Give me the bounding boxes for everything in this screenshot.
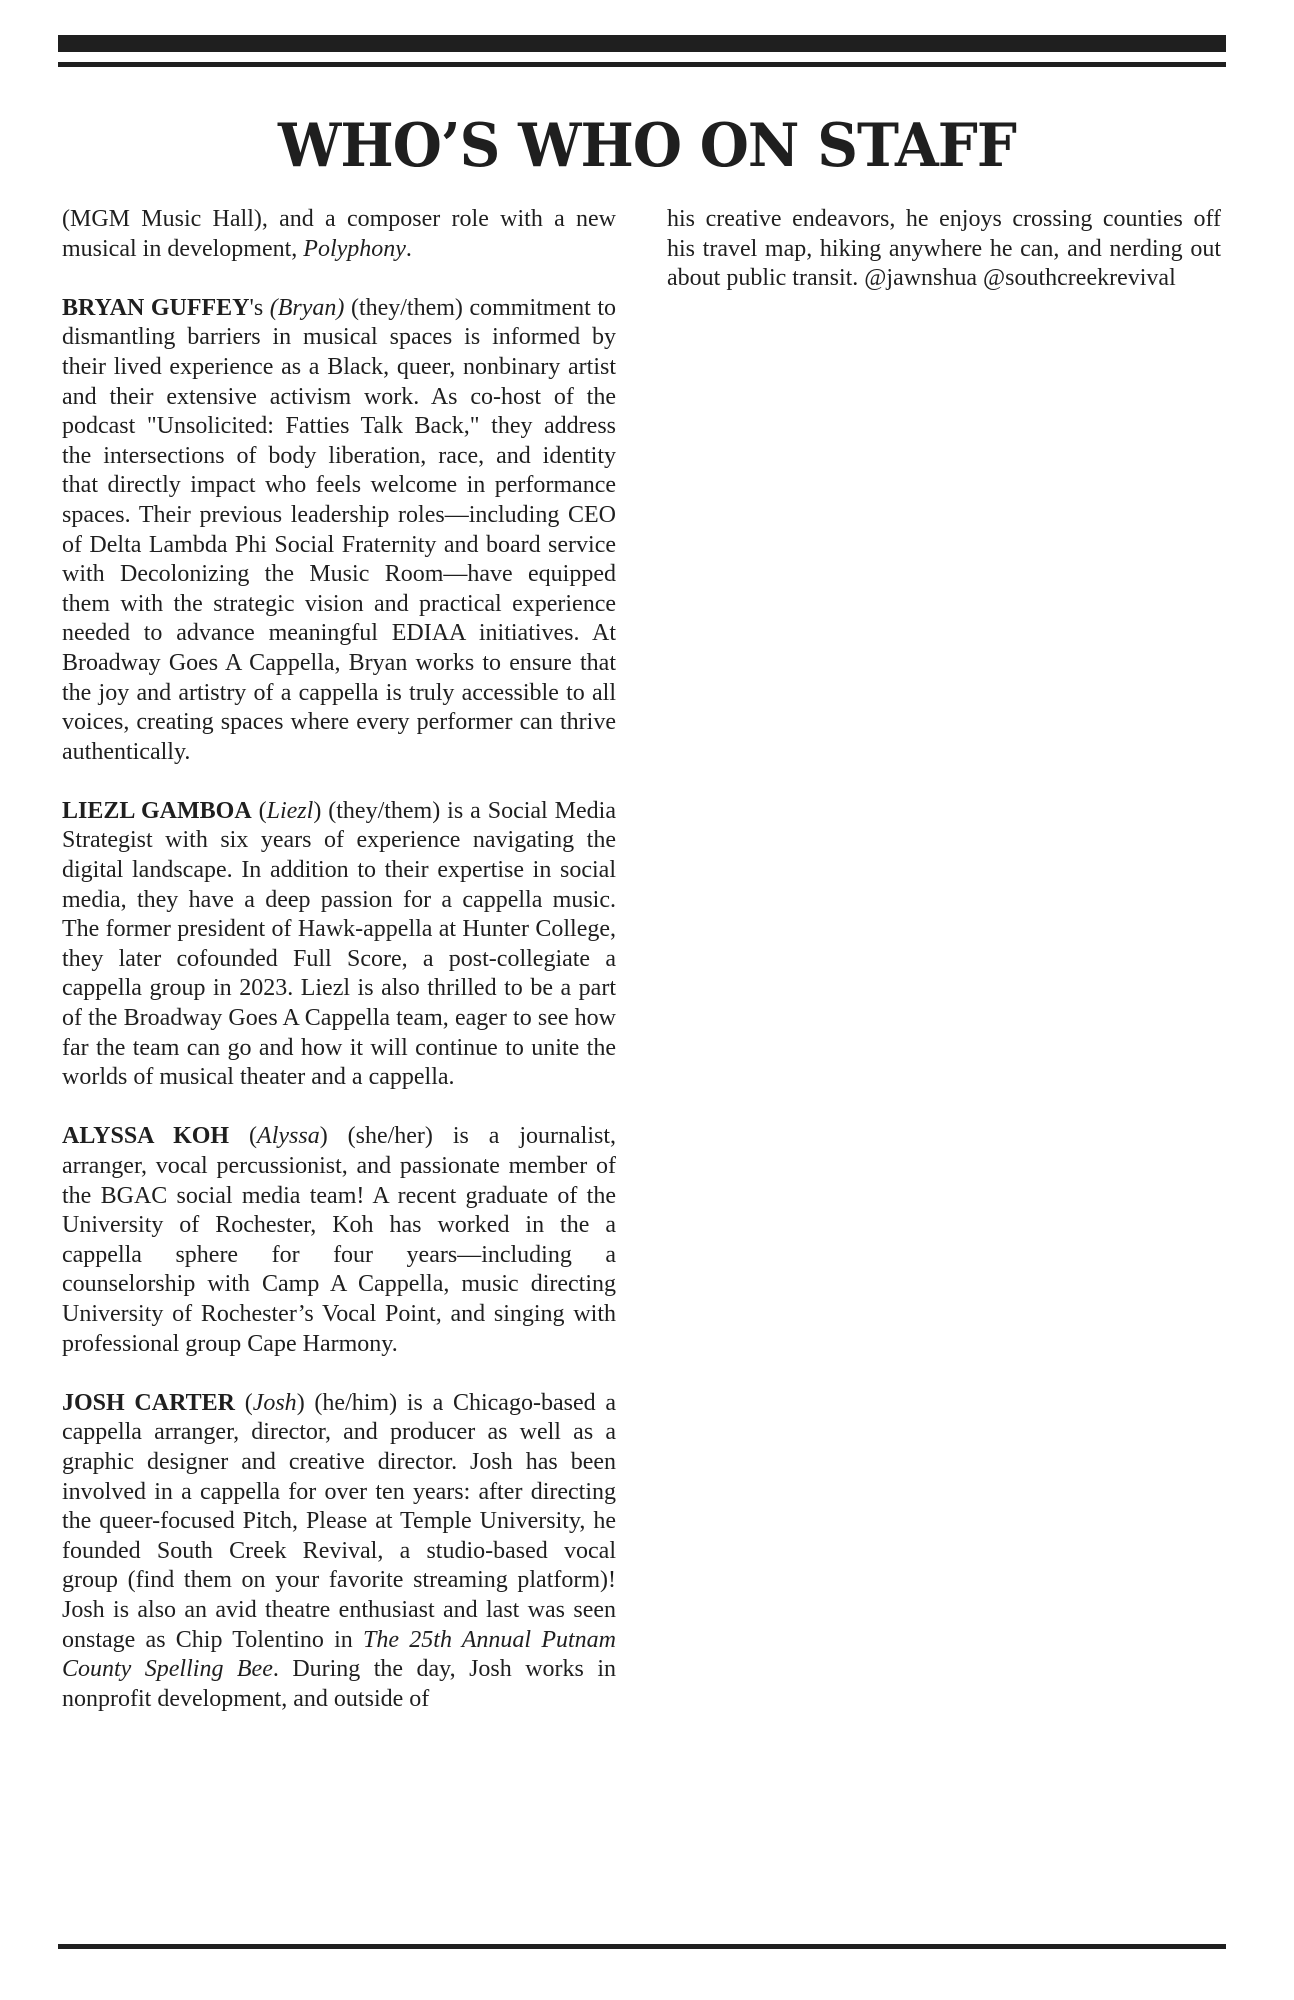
continued-bio-paragraph bbox=[62, 205, 616, 264]
footer-rule bbox=[58, 1944, 1226, 1949]
bio-text: (they/them) commitment to dismantling barriers in musical spaces is informed by their lived experience as a Black, queer, nonbinary artist and their extensive activism work. As co-host of the podcast "Unsolicited: Fatties Talk Back," they address the intersections of body liberation, race, and identity that directly impact who feels welcome in performance spaces. Their previous leadership roles—including CEO of Delta Lambda Phi Social Fraternity and board service with Decolonizing the Music Room—have equipped them with the strategic vision and practical experience needed to advance meaningful EDIAA initiatives. At Broadway Goes A Cappella, Bryan works to ensure that the joy and artistry of a cappella is truly accessible to all voices, creating spaces where every performer can thrive authentically. bbox=[62, 294, 617, 765]
bio-name: BRYAN GUFFEY bbox=[62, 294, 250, 321]
page-title: WHO’S WHO ON STAFF bbox=[277, 111, 1017, 181]
right-column bbox=[667, 205, 1221, 294]
bio-paren-open: ( bbox=[229, 1123, 258, 1150]
continued-text-end: . bbox=[405, 235, 412, 262]
bio-text: ) (he/him) is a Chicago-based a cappella arranger, director, and producer as well as a graphic designer and creative director. Josh has been involved in a cappella for over ten years: after directing the queer-focused Pitch, Please at Temple University, he founded South Creek Revival, a studio-based vocal group (find them on your favorite streaming platform)! Josh is also an avid theatre enthusiast and last was seen onstage as Chip Tolentino in bbox=[62, 1389, 616, 1653]
bio-nickname: Liezl bbox=[266, 797, 314, 824]
bio-nickname: Josh bbox=[252, 1389, 297, 1416]
header-rule-thick bbox=[58, 35, 1226, 52]
show-title-polyphony: Polyphony bbox=[303, 235, 406, 262]
bio-text: ) (they/them) is a Social Media Strategist with six years of experience navigating the digital landscape. In addition to their expertise in social media, they have a deep passion for a cappella music. The former president of Hawk-appella at Hunter College, they later cofounded Full Score, a post-collegiate a cappella group in 2023. Liezl is also thrilled to be a part of the Broadway Goes A Cappella team, eager to see how far the team can go and how it will continue to unite the worlds of musical theater and a cappella. bbox=[62, 797, 616, 1091]
bio-liezl-gamboa bbox=[62, 797, 616, 1093]
bio-josh-carter bbox=[62, 1389, 616, 1715]
bio-nickname: Alyssa bbox=[257, 1123, 320, 1150]
header-rule-thin bbox=[58, 62, 1226, 67]
bio-bryan-guffey bbox=[62, 294, 616, 768]
bio-name: LIEZL GAMBOA bbox=[62, 797, 252, 824]
bio-alyssa-koh bbox=[62, 1122, 616, 1359]
bio-nickname: (Bryan) bbox=[269, 294, 345, 321]
bio-text-end: . During the day, Josh works in nonprofit development, and outside of bbox=[62, 1656, 616, 1712]
bio-name: JOSH CARTER bbox=[62, 1389, 235, 1416]
bio-paren-open: ( bbox=[234, 1389, 253, 1416]
bio-josh-carter-continued: his creative endeavors, he enjoys crossing counties off his travel map, hiking anywhere he can, and nerding out about public transit. @jawnshua @southcreekrevival bbox=[667, 206, 1221, 292]
bio-text: ) (she/her) is a journalist, arranger, vocal percussionist, and passionate member of the BGAC social media team! A recent graduate of the University of Rochester, Koh has worked in the a cappella sphere for four years—including a counselorship with Camp A Cappella, music directing University of Rochester’s Vocal Point, and singing with professional group Cape Harmony. bbox=[62, 1123, 616, 1357]
bio-possessive: 's bbox=[249, 294, 270, 321]
bio-name: ALYSSA KOH bbox=[62, 1123, 230, 1150]
bio-paren-open: ( bbox=[251, 797, 267, 824]
show-title-spelling-bee: The 25th Annual Putnam County Spelling Bee bbox=[62, 1626, 616, 1683]
continued-text: (MGM Music Hall), and a composer role with a new musical in development, bbox=[62, 206, 616, 262]
left-column bbox=[62, 205, 616, 1714]
